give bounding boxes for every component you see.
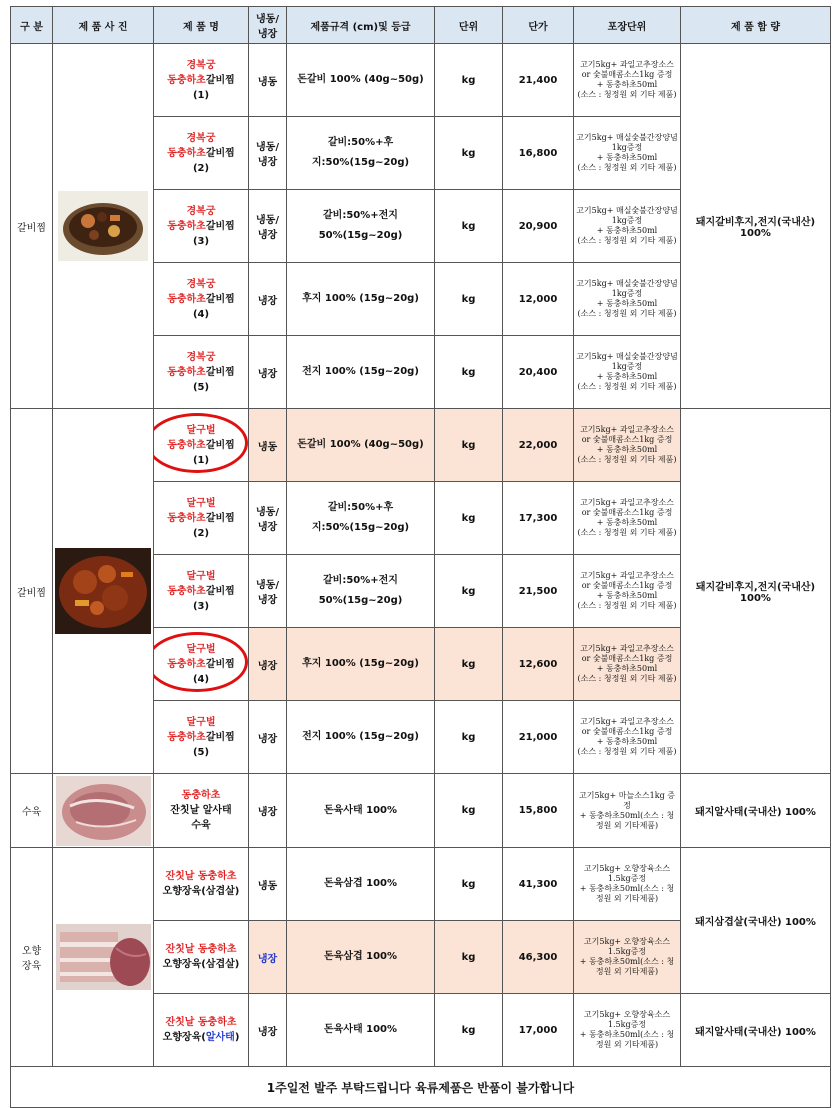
spec-cell [287,848,435,921]
storage-text2: 냉장 [257,157,278,168]
storage-text: 냉동/ [256,507,279,518]
product-name [154,409,249,482]
spec-line1: 돈육사태 100% [323,804,397,816]
packaging-cell: 고기5kg+ 오향장육소스 1.5kg증정 + 동충하초50ml(소스 : 청정원 외 기타제품) [574,921,681,994]
product-row [11,44,831,117]
unit-cell: kg [435,994,503,1067]
packaging-cell: 고기5kg+ 과일고추장소스 or 숯불매콤소스1kg 증정 + 동충하초50ml (소스 : 청정원 외 기타 제품) [574,555,681,628]
spec-line1: 전지 100% (15g~20g) [302,366,419,377]
product-row [11,774,831,848]
brand-name: 경복궁 [186,278,216,290]
product-number: (4) [192,673,210,685]
brand-name: 달구벌 [186,643,216,655]
unit-cell: kg [435,409,503,482]
spec-cell [287,701,435,774]
col-spec: 제품규격 (cm)및 등급 [287,7,435,44]
price-table [10,6,831,1108]
brand-name: 달구벌 [186,497,216,509]
product-number: (1) [192,454,210,466]
category-cell: 갈비찜 [11,44,53,409]
spec-line1: 돈육사태 100% [323,1024,397,1035]
storage-text: 냉장 [257,953,278,965]
storage-cell [249,44,287,117]
name-rest: 갈비찜 [205,293,235,305]
brand-name: 경복궁 [186,59,216,71]
price-cell: 21,500 [503,555,574,628]
category-cell: 수육 [11,774,53,848]
col-content: 제 품 함 량 [681,7,831,44]
spec-cell [287,117,435,190]
brand-name: 달구벌 [186,570,216,582]
col-name: 제 품 명 [154,7,249,44]
spec-cell [287,409,435,482]
product-number: (3) [192,600,210,612]
spec-line1: 돈갈비 100% (40g~50g) [297,439,424,450]
spec-line1: 후지 100% (15g~20g) [302,293,419,304]
name-rest: 갈비찜 [205,731,235,743]
product-name [154,774,249,848]
storage-text: 냉동/ [256,580,279,591]
storage-text: 냉동 [257,76,278,88]
highlight-circle [154,413,249,473]
storage-text2: 냉장 [257,522,278,533]
spec-cell [287,994,435,1067]
content-cell: 돼지알사태(국내산) 100% [681,994,831,1067]
content-cell: 돼지갈비후지,전지(국내산) 100% [681,409,831,774]
storage-cell [249,994,287,1067]
price-cell: 16,800 [503,117,574,190]
product-number: (4) [192,308,210,320]
storage-text: 냉장 [257,1026,278,1038]
category-cell: 오향 장육 [11,848,53,1067]
name-highlight: 동충하초 [167,439,206,451]
price-cell: 41,300 [503,848,574,921]
content-cell: 돼지갈비후지,전지(국내산) 100% [681,44,831,409]
product-number: (2) [192,527,210,539]
col-category: 구 분 [11,7,53,44]
name-line3: 수육 [191,820,211,831]
name-rest: 갈비찜 [205,74,235,86]
product-number: (2) [192,162,210,174]
storage-text: 냉장 [257,295,278,307]
name-rest: 갈비찜 [205,366,235,378]
storage-text2: 냉장 [257,230,278,241]
brand-name: 달구벌 [186,424,216,436]
storage-cell [249,848,287,921]
packaging-cell: 고기5kg+ 오향장육소스 1.5kg증정 + 동충하초50ml(소스 : 청정원 외 기타제품) [574,994,681,1067]
packaging-cell: 고기5kg+ 과일고추장소스 or 숯불매콤소스1kg 증정 + 동충하초50ml (소스 : 청정원 외 기타 제품) [574,701,681,774]
name-highlight: 동충하초 [181,790,221,801]
spec-line1: 돈갈비 100% (40g~50g) [297,74,424,85]
name-highlight: 동충하초 [167,658,206,670]
name-line2a: 오향장육( [162,1032,206,1043]
product-name [154,701,249,774]
brand-name: 달구벌 [186,716,216,728]
storage-cell [249,628,287,701]
name-highlight: 동충하초 [167,220,206,232]
price-cell: 22,000 [503,409,574,482]
packaging-cell: 고기5kg+ 과일고추장소스 or 숯불매콤소스1kg 증정 + 동충하초50ml (소스 : 청정원 외 기타 제품) [574,44,681,117]
col-packaging: 포장단위 [574,7,681,44]
name-highlight: 동충하초 [167,293,206,305]
storage-text: 냉장 [257,660,278,672]
spec-cell [287,555,435,628]
name-highlight: 동충하초 [167,74,206,86]
price-cell: 20,900 [503,190,574,263]
price-cell: 17,000 [503,994,574,1067]
name-line2c: ) [234,1032,240,1043]
name-rest: 갈비찜 [205,658,235,670]
footer-note: 1주일전 발주 부탁드립니다 육류제품은 반품이 불가합니다 [11,1067,831,1108]
name-highlight: 잔칫날 동충하초 [165,944,237,955]
product-number: (1) [192,89,210,101]
packaging-cell: 고기5kg+ 매실숯불간장양념 1kg증정 + 동충하초50ml (소스 : 청정원 외 기타 제품) [574,190,681,263]
product-row [11,848,831,921]
spec-cell [287,44,435,117]
storage-text: 냉장 [257,807,278,818]
product-name [154,263,249,336]
storage-text: 냉장 [257,733,278,745]
content-cell: 돼지알사태(국내산) 100% [681,774,831,848]
price-cell: 21,000 [503,701,574,774]
brand-name: 경복궁 [186,132,216,144]
name-line2b: 알사태 [205,1032,235,1043]
unit-cell: kg [435,848,503,921]
name-rest: 갈비찜 [205,147,235,159]
spec-line1: 갈비:50%+후 [327,137,394,148]
storage-cell [249,701,287,774]
product-number: (3) [192,235,210,247]
spec-cell [287,628,435,701]
product-name [154,482,249,555]
unit-cell: kg [435,336,503,409]
packaging-cell: 고기5kg+ 과일고추장소스 or 숯불매콤소스1kg 증정 + 동충하초50ml (소스 : 청정원 외 기타 제품) [574,628,681,701]
storage-text: 냉동/ [256,215,279,226]
name-highlight: 동충하초 [167,731,206,743]
spec-line1: 후지 100% (15g~20g) [302,658,419,669]
product-name [154,190,249,263]
spec-cell [287,921,435,994]
spec-line2: 50%(15g~20g) [318,230,403,241]
packaging-cell: 고기5kg+ 마늘소스1kg 증정 + 동충하초50ml(소스 : 청정원 외 기타제품) [574,774,681,848]
product-row [11,409,831,482]
unit-cell: kg [435,44,503,117]
storage-cell [249,555,287,628]
storage-cell [249,117,287,190]
price-cell: 12,600 [503,628,574,701]
unit-cell: kg [435,701,503,774]
packaging-cell: 고기5kg+ 매실숯불간장양념 1kg증정 + 동충하초50ml (소스 : 청정원 외 기타 제품) [574,263,681,336]
product-name [154,994,249,1067]
unit-cell: kg [435,921,503,994]
storage-cell [249,263,287,336]
product-name [154,336,249,409]
product-photo [53,774,154,848]
name-line2: 잔칫날 알사태 [170,805,232,816]
packaging-cell: 고기5kg+ 매실숯불간장양념 1kg증정 + 동충하초50ml (소스 : 청정원 외 기타 제품) [574,336,681,409]
price-cell: 46,300 [503,921,574,994]
storage-cell [249,774,287,848]
name-highlight: 동충하초 [167,512,206,524]
spec-cell [287,263,435,336]
unit-cell: kg [435,628,503,701]
spec-line1: 돈육삼겹 100% [323,951,397,962]
spec-line1: 갈비:50%+전지 [323,210,398,221]
name-highlight: 동충하초 [167,147,206,159]
name-rest: 갈비찜 [205,585,235,597]
unit-cell: kg [435,117,503,190]
price-cell: 17,300 [503,482,574,555]
spec-cell [287,336,435,409]
packaging-cell: 고기5kg+ 오향장육소스 1.5kg증정 + 동충하초50ml(소스 : 청정원 외 기타제품) [574,848,681,921]
storage-text: 냉동 [257,880,278,892]
col-unit: 단위 [435,7,503,44]
spec-cell [287,482,435,555]
storage-text: 냉장 [257,368,278,380]
name-highlight: 잔칫날 동충하초 [165,871,237,882]
storage-cell [249,190,287,263]
storage-text2: 냉장 [257,595,278,606]
spec-cell [287,774,435,848]
price-cell: 21,400 [503,44,574,117]
name-rest: 갈비찜 [205,439,235,451]
name-rest: 갈비찜 [205,220,235,232]
spec-line1: 돈육삼겹 100% [323,878,397,889]
storage-cell [249,409,287,482]
packaging-cell: 고기5kg+ 매실숯불간장양념 1kg증정 + 동충하초50ml (소스 : 청정원 외 기타 제품) [574,117,681,190]
name-highlight: 동충하초 [167,366,206,378]
product-name [154,44,249,117]
product-number: (5) [192,381,210,393]
spec-line1: 갈비:50%+후 [327,502,394,513]
storage-cell [249,482,287,555]
brand-name: 경복궁 [186,351,216,363]
name-rest: 갈비찜 [205,512,235,524]
spec-line2: 50%(15g~20g) [318,595,403,606]
storage-cell [249,921,287,994]
product-name [154,628,249,701]
price-cell: 12,000 [503,263,574,336]
product-name [154,848,249,921]
col-storage: 냉동/ 냉장 [249,7,287,44]
product-name [154,117,249,190]
col-price: 단가 [503,7,574,44]
content-cell: 돼지삼겹살(국내산) 100% [681,848,831,994]
highlight-circle [154,632,249,692]
packaging-cell: 고기5kg+ 과일고추장소스 or 숯불매콤소스1kg 증정 + 동충하초50ml (소스 : 청정원 외 기타 제품) [574,482,681,555]
unit-cell: kg [435,263,503,336]
spec-line2: 지:50%(15g~20g) [311,157,410,168]
spec-line2: 지:50%(15g~20g) [311,522,410,533]
footer-row [11,1067,831,1108]
col-photo: 제 품 사 진 [53,7,154,44]
spec-line1: 전지 100% (15g~20g) [302,731,419,742]
product-name [154,921,249,994]
product-photo [53,409,154,774]
spec-line1: 갈비:50%+전지 [323,575,398,586]
storage-text: 냉동 [257,441,278,453]
unit-cell: kg [435,774,503,848]
packaging-cell: 고기5kg+ 과일고추장소스 or 숯불매콤소스1kg 증정 + 동충하초50ml (소스 : 청정원 외 기타 제품) [574,409,681,482]
unit-cell: kg [435,482,503,555]
storage-cell [249,336,287,409]
name-highlight: 잔칫날 동충하초 [165,1017,237,1028]
name-line2: 오향장육(삼겹살) [162,886,240,897]
product-photo [53,44,154,409]
unit-cell: kg [435,555,503,628]
unit-cell: kg [435,190,503,263]
header-row [11,7,831,44]
price-cell: 15,800 [503,774,574,848]
category-cell: 갈비찜 [11,409,53,774]
price-cell: 20,400 [503,336,574,409]
name-line2: 오향장육(삼겹살) [162,959,240,970]
spec-cell [287,190,435,263]
product-number: (5) [192,746,210,758]
brand-name: 경복궁 [186,205,216,217]
name-highlight: 동충하초 [167,585,206,597]
storage-text: 냉동/ [256,142,279,153]
product-photo [53,848,154,1067]
product-name [154,555,249,628]
